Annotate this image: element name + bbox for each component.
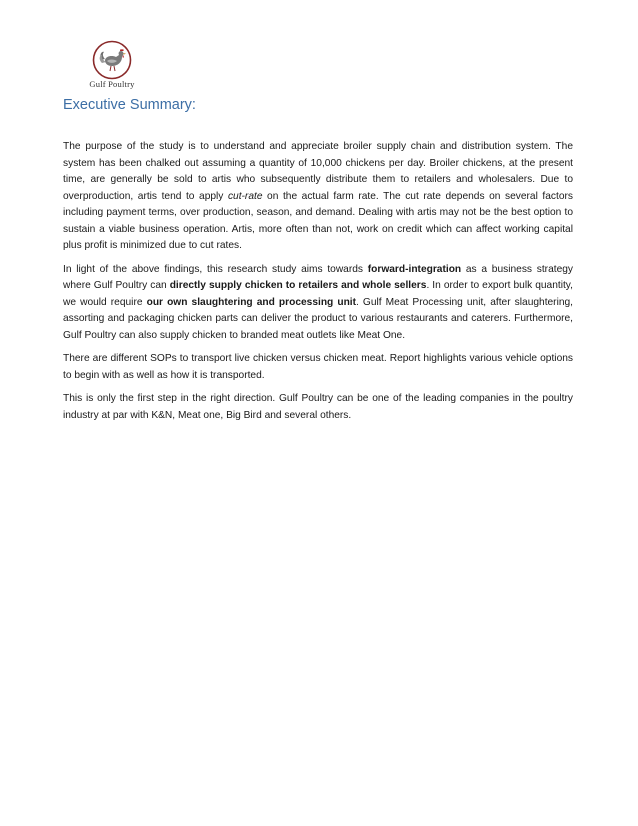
text-run: This is only the first step in the right direction. Gulf Poultry can be one of the leading companies in the poultry industry at par with K&N, Meat one, Big Bird and several others. bbox=[63, 393, 573, 421]
text-run: . In order to export bulk quantity, we would require bbox=[63, 280, 573, 308]
company-logo bbox=[80, 40, 144, 92]
emphasized-text: our own slaughtering and processing unit bbox=[146, 296, 357, 308]
summary-paragraph bbox=[63, 391, 573, 424]
emphasized-text: forward-integration bbox=[367, 263, 462, 275]
text-run: . Gulf Meat Processing unit, after slaughtering, assorting and packaging chicken parts can deliver the product to various restaurants and caterers. Furthermore, Gulf Poultry can also supply chicken to branded meat outlets like Meat One. bbox=[63, 296, 574, 341]
text-run: In light of the above findings, this research study aims towards bbox=[63, 263, 368, 275]
italic-text: cut-rate bbox=[227, 190, 263, 202]
summary-paragraph bbox=[63, 139, 573, 255]
emphasized-text: directly supply chicken to retailers and whole sellers bbox=[169, 280, 427, 291]
text-run: The purpose of the study is to understand and appreciate broiler supply chain and distribution system. The system has been chalked out assuming a quantity of 10,000 chickens per day. Broiler chickens, at the present time, are generally be sold to artis who subsequently distribute them to retailers and wholesalers. Due to overproduction, artis tend to apply bbox=[63, 141, 573, 202]
text-run: as a business strategy where Gulf Poultry can bbox=[63, 263, 573, 291]
page-heading: Executive Summary: bbox=[63, 97, 196, 113]
logo-wordmark: Gulf Poultry bbox=[89, 79, 135, 89]
text-run: There are different SOPs to transport live chicken versus chicken meat. Report highlights various vehicle options to begin with as well as how it is transported. bbox=[63, 353, 573, 381]
summary-paragraph bbox=[63, 351, 573, 384]
text-run: on the actual farm rate. The cut rate depends on several factors including payment terms, over production, season, and demand. Dealing with artis may not be the best option to sustain a viable business operation. Artis, more often than not, work on credit which can affect working capital plus profit is minimized due to cut rates. bbox=[63, 190, 573, 251]
summary-body bbox=[63, 139, 573, 431]
rooster-icon bbox=[90, 40, 134, 80]
summary-paragraph bbox=[63, 262, 573, 345]
